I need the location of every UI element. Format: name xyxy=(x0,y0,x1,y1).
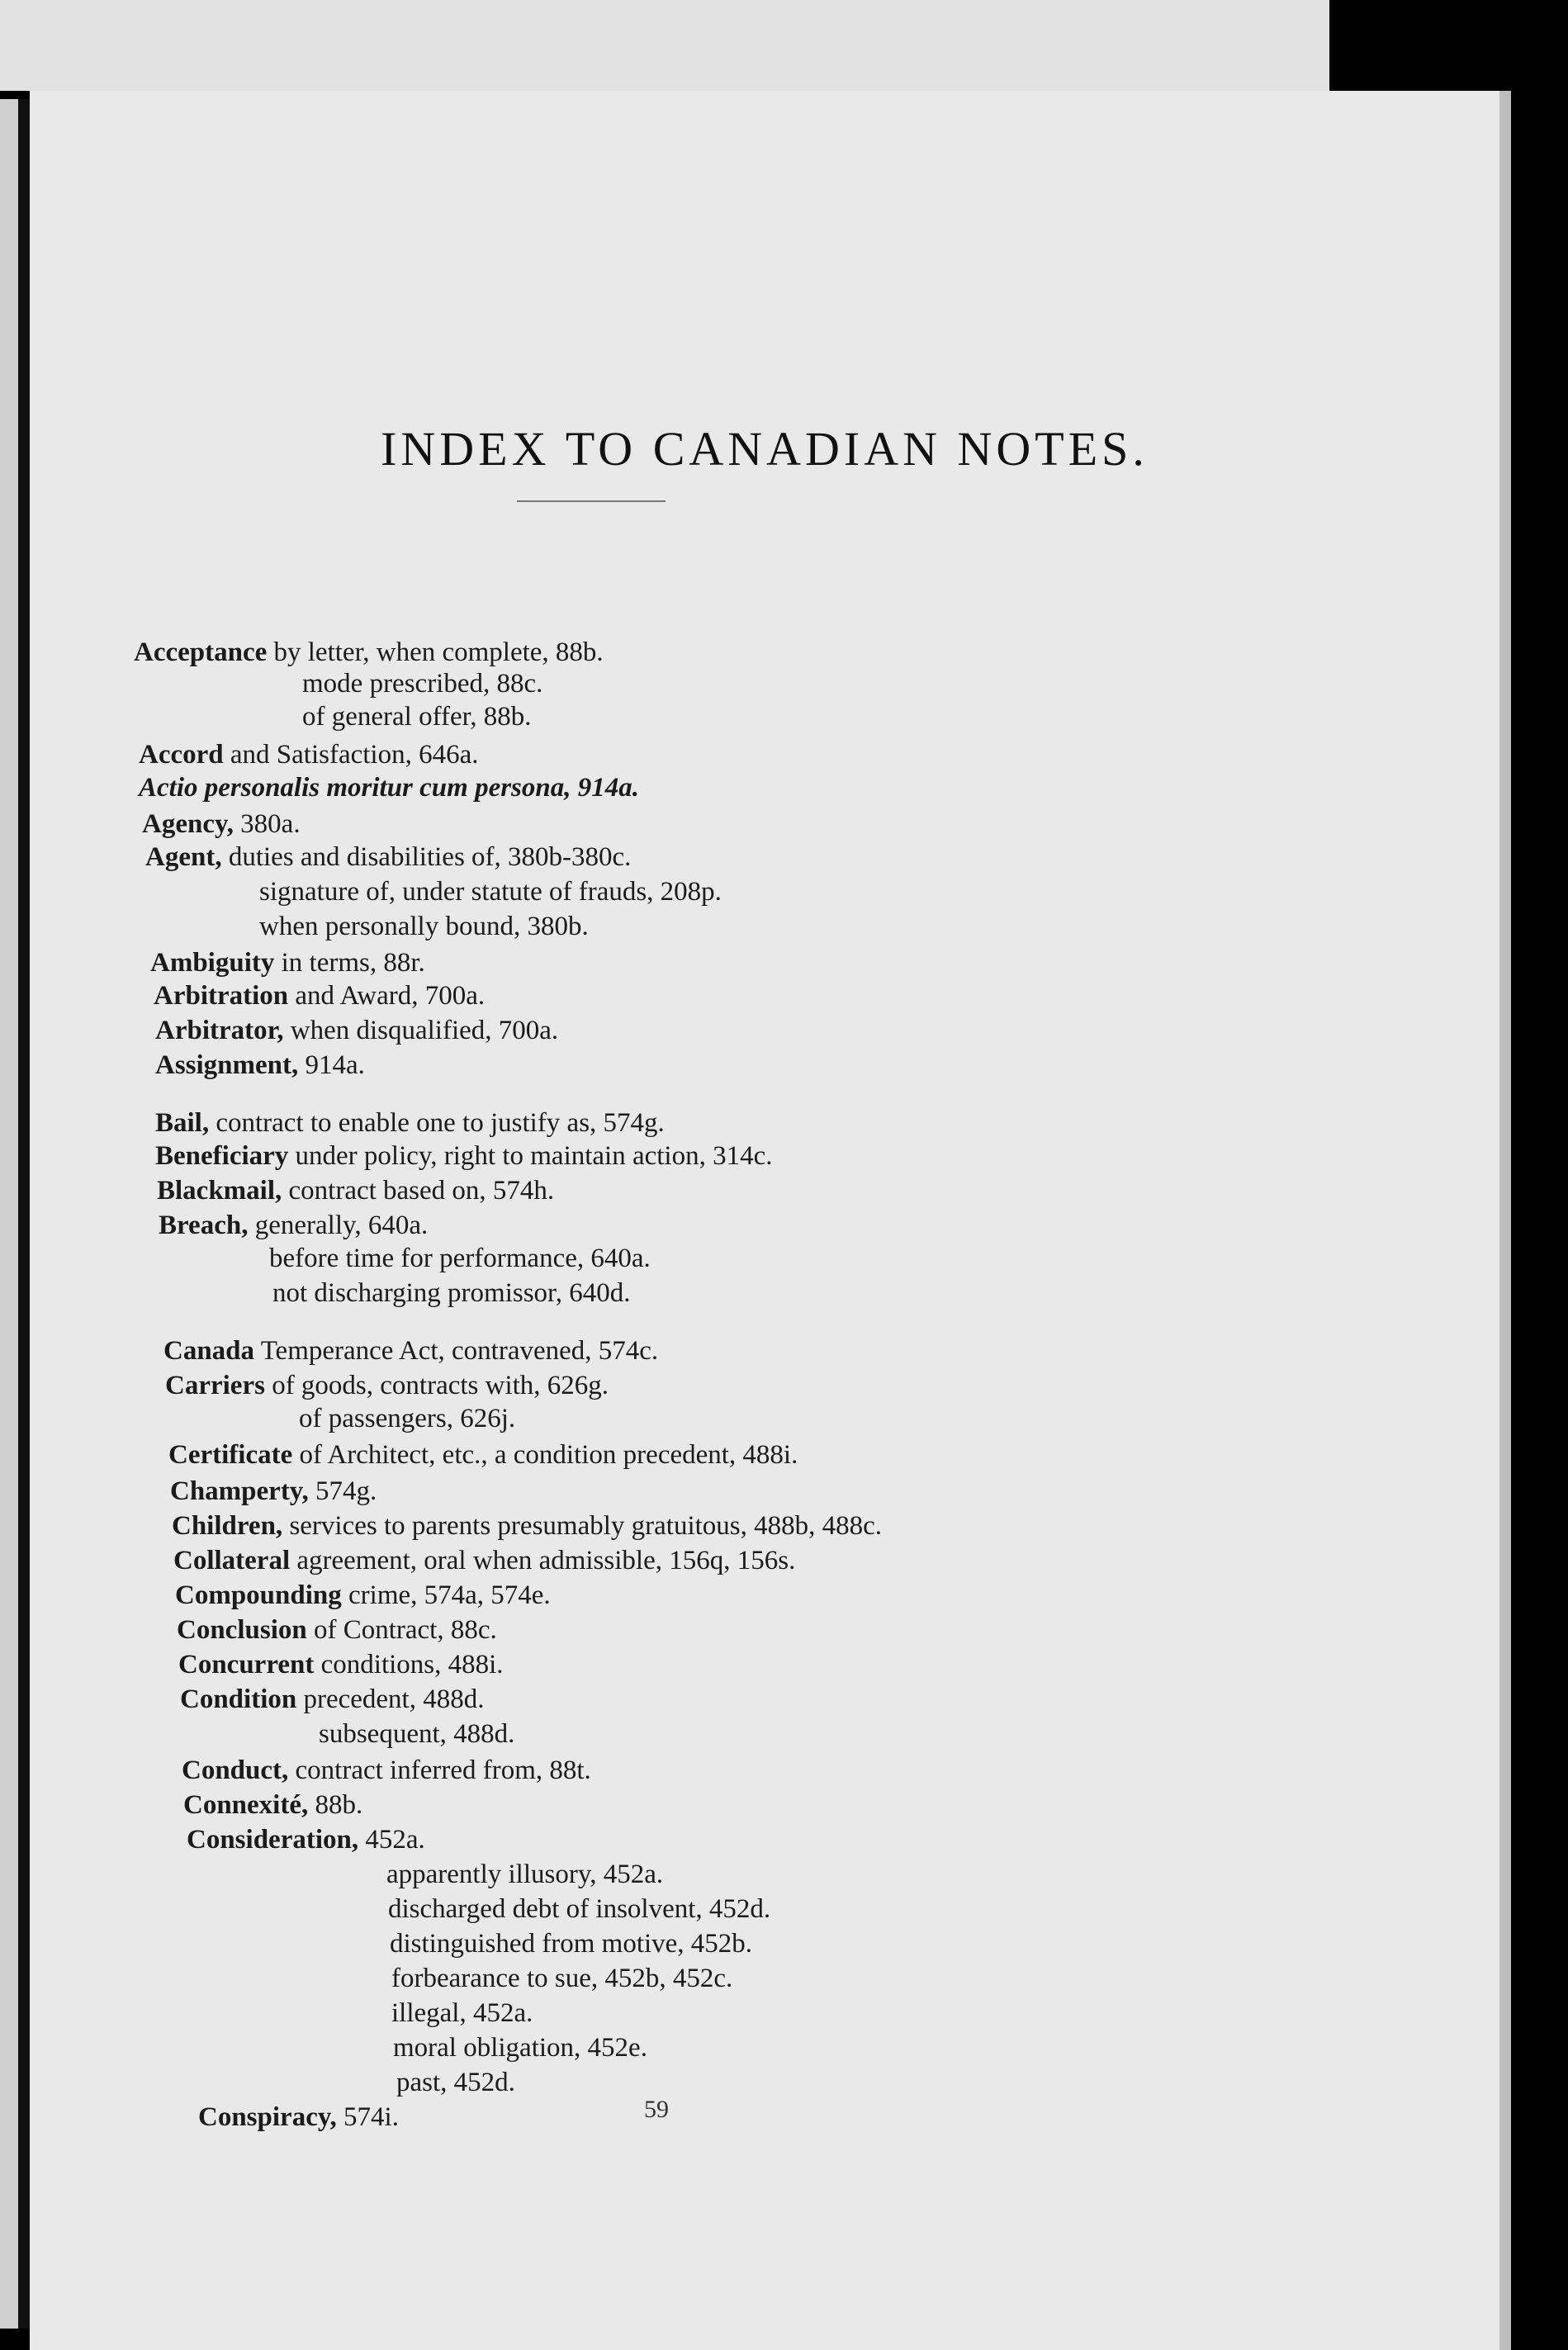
index-entry xyxy=(396,2066,515,2099)
index-entry xyxy=(391,1962,732,1995)
entry-heading: Carriers xyxy=(165,1371,265,1400)
entry-text: not discharging promissor, 640d. xyxy=(272,1278,631,1308)
entry-text: 574g. xyxy=(308,1476,377,1506)
entry-text: of general offer, 88b. xyxy=(302,702,532,732)
index-entry xyxy=(159,1209,428,1242)
entry-text: signature of, under statute of frauds, 208p. xyxy=(259,877,722,907)
index-entry xyxy=(170,1475,377,1508)
entry-text: before time for performance, 640a. xyxy=(269,1244,651,1273)
entry-heading: Condition xyxy=(180,1684,297,1714)
index-entry xyxy=(178,1648,504,1681)
entry-heading: Champerty, xyxy=(170,1476,309,1506)
entry-heading: Connexité, xyxy=(183,1790,309,1820)
index-entry xyxy=(163,1334,658,1367)
entry-heading: Agent, xyxy=(145,842,222,872)
entry-text: apparently illusory, 452a. xyxy=(386,1860,664,1889)
entry-text: generally, 640a. xyxy=(248,1211,429,1240)
back-sheet xyxy=(0,0,1329,91)
entry-text: contract inferred from, 88t. xyxy=(288,1755,591,1785)
entry-text: 88b. xyxy=(308,1790,363,1820)
index-entry xyxy=(388,1893,770,1926)
index-entry xyxy=(259,910,589,943)
page-title: INDEX TO CANADIAN NOTES. xyxy=(381,422,1149,476)
entry-heading: Conspiracy, xyxy=(198,2102,337,2132)
entry-text: past, 452d. xyxy=(396,2068,515,2097)
entry-heading: Conclusion xyxy=(177,1615,307,1645)
index-entry xyxy=(175,1579,551,1612)
index-entry xyxy=(180,1683,484,1716)
index-entry xyxy=(155,1014,558,1047)
entry-heading: Concurrent xyxy=(178,1650,315,1680)
document-page xyxy=(30,91,1499,2350)
entry-text: and Satisfaction, 646a. xyxy=(223,740,479,770)
index-entry xyxy=(172,1509,882,1542)
entry-text: 380a. xyxy=(233,809,301,839)
entry-text: duties and disabilities of, 380b-380c. xyxy=(221,842,632,872)
entry-text: of passengers, 626j. xyxy=(299,1404,516,1433)
entry-text: 914a. xyxy=(298,1050,365,1080)
index-entry xyxy=(145,841,631,874)
entry-text: contract based on, 574h. xyxy=(282,1176,555,1206)
right-page-edge xyxy=(1499,91,1511,2350)
entry-heading: Canada xyxy=(163,1336,255,1366)
entry-text: of Architect, etc., a condition precedent, 488i. xyxy=(292,1440,798,1470)
entry-text: Temperance Act, contravened, 574c. xyxy=(254,1336,659,1366)
entry-text: crime, 574a, 574e. xyxy=(341,1580,551,1610)
index-entry xyxy=(142,808,301,841)
index-entry xyxy=(155,1139,773,1173)
entry-text: of goods, contracts with, 626g. xyxy=(264,1371,609,1400)
entry-heading: Accord xyxy=(139,740,224,770)
entry-text: in terms, 88r. xyxy=(274,948,425,978)
index-entry xyxy=(269,1242,651,1275)
binding-gap xyxy=(18,99,30,2329)
index-entry xyxy=(302,667,542,700)
index-entry xyxy=(177,1613,497,1646)
index-entry xyxy=(272,1277,630,1310)
entry-heading: Collateral xyxy=(173,1546,291,1575)
entry-text: contract to enable one to justify as, 574g. xyxy=(209,1108,665,1138)
entry-heading: Acceptance xyxy=(134,637,268,667)
index-entry xyxy=(139,771,639,804)
index-entry xyxy=(319,1717,514,1751)
index-entry xyxy=(150,946,425,979)
entry-heading: Children, xyxy=(172,1511,283,1541)
entry-text: forbearance to sue, 452b, 452c. xyxy=(391,1964,733,1993)
entry-text: when disqualified, 700a. xyxy=(283,1016,559,1045)
entry-text: services to parents presumably gratuitous, 488b, 488c. xyxy=(282,1511,883,1541)
entry-text: conditions, 488i. xyxy=(314,1650,504,1680)
entry-text: discharged debt of insolvent, 452d. xyxy=(388,1894,771,1924)
entry-heading: Ambiguity xyxy=(150,948,275,978)
index-entry xyxy=(157,1174,554,1207)
entry-text: by letter, when complete, 88b. xyxy=(267,637,604,667)
index-entry xyxy=(187,1823,425,1856)
index-entry xyxy=(173,1544,795,1577)
entry-text: distinguished from motive, 452b. xyxy=(390,1929,753,1959)
index-entry xyxy=(302,700,532,733)
entry-heading: Consideration, xyxy=(187,1825,359,1855)
index-entry xyxy=(183,1789,362,1822)
entry-text: agreement, oral when admissible, 156q, 156s. xyxy=(290,1546,796,1575)
index-entry xyxy=(391,1997,533,2030)
index-entry xyxy=(134,636,604,669)
index-entry xyxy=(139,738,478,771)
index-entry xyxy=(393,2031,647,2064)
entry-text: Actio personalis moritur cum persona, 914a. xyxy=(139,773,640,803)
entry-heading: Arbitrator, xyxy=(155,1016,284,1045)
entry-text: 452a. xyxy=(358,1825,425,1855)
entry-heading: Breach, xyxy=(159,1211,249,1240)
entry-heading: Arbitration xyxy=(154,981,289,1011)
index-entry xyxy=(390,1927,752,1960)
index-entry xyxy=(154,979,485,1012)
entry-text: under policy, right to maintain action, 314c. xyxy=(288,1141,773,1171)
index-entry xyxy=(182,1754,591,1787)
entry-heading: Bail, xyxy=(155,1108,210,1138)
entry-text: precedent, 488d. xyxy=(296,1684,485,1714)
entry-text: illegal, 452a. xyxy=(391,1998,533,2028)
index-entry xyxy=(165,1369,609,1402)
entry-heading: Beneficiary xyxy=(155,1141,289,1171)
entry-heading: Certificate xyxy=(168,1440,293,1470)
entry-heading: Compounding xyxy=(175,1580,342,1610)
entry-text: and Award, 700a. xyxy=(288,981,486,1011)
entry-text: when personally bound, 380b. xyxy=(259,912,589,941)
index-entry xyxy=(155,1106,665,1139)
index-entry xyxy=(299,1402,515,1435)
entry-text: moral obligation, 452e. xyxy=(393,2033,647,2063)
index-entry xyxy=(168,1438,798,1471)
entry-heading: Agency, xyxy=(142,809,234,839)
entry-text: 574i. xyxy=(336,2102,399,2132)
entry-text: subsequent, 488d. xyxy=(319,1719,515,1749)
entry-text: mode prescribed, 88c. xyxy=(302,669,543,699)
index-entry xyxy=(198,2101,399,2134)
index-entry xyxy=(259,875,722,908)
entry-heading: Blackmail, xyxy=(157,1176,282,1206)
title-rule xyxy=(517,500,666,502)
entry-heading: Conduct, xyxy=(182,1755,289,1785)
entry-heading: Assignment, xyxy=(155,1050,299,1080)
page-number: 59 xyxy=(644,2096,669,2123)
entry-text: of Contract, 88c. xyxy=(306,1615,497,1645)
index-entry xyxy=(386,1858,663,1891)
left-page-edge xyxy=(0,99,18,2329)
index-entry xyxy=(155,1049,365,1082)
